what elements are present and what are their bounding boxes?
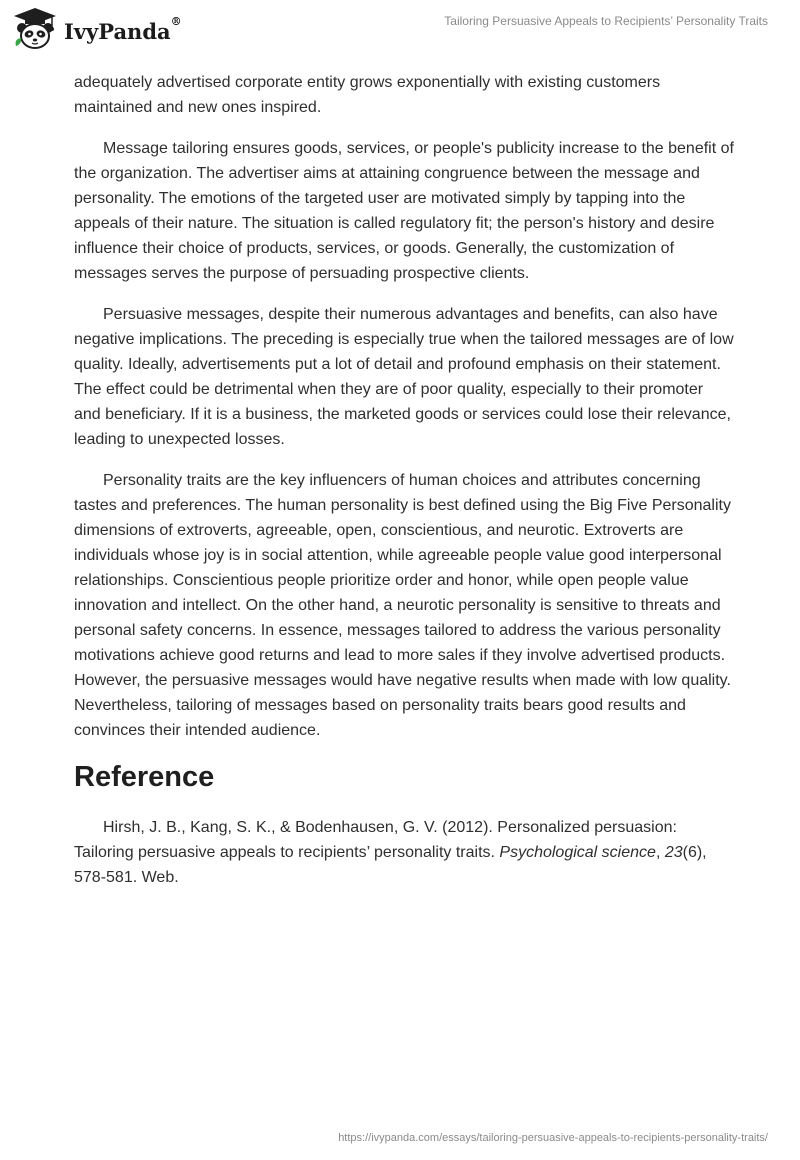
brand-name: IvyPanda®	[64, 14, 182, 44]
registered-mark: ®	[170, 14, 182, 28]
ivypanda-logo[interactable]	[12, 6, 182, 52]
panda-graduate-icon	[12, 6, 58, 52]
document-title: Tailoring Persuasive Appeals to Recipients’ Personality Traits	[444, 14, 768, 28]
essay-content	[74, 70, 734, 906]
reference-heading: Reference	[74, 761, 215, 793]
reference-entry	[74, 815, 734, 890]
reference-authors-title: Hirsh, J. B., Kang, S. K., & Bodenhausen, G. V. (2012). Personalized persuasion: Tailoring persuasive appeals to recipients’ personality traits.	[74, 819, 677, 861]
reference-separator: ,	[655, 844, 665, 861]
paragraph-personality-traits: Personality traits are the key influencers of human choices and attributes concerning tastes and preferences. The human personality is best defined using the Big Five Personality dimensions of extroverts, agreeable, open, conscientious, and neurotic. Extroverts are individuals whose joy is in social attention, while agreeable people value good interpersonal relationships. Conscientious people prioritize order and honor, while open people value innovation and intellect. On the other hand, a neurotic personality is sensitive to threats and personal safety concerns. In essence, messages tailored to address the various personality motivations achieve good returns and lead to more sales if they involve advertised products. However, the persuasive messages would have negative results when made with low quality. Nevertheless, tailoring of messages based on personality traits bears good results and convinces their intended audience.	[74, 472, 731, 739]
reference-issue-pages: (6), 578-581. Web.	[74, 844, 707, 886]
reference-journal: Psychological science	[499, 844, 656, 861]
paragraph-continuation: adequately advertised corporate entity grows exponentially with existing customers maintained and new ones inspired.	[74, 74, 661, 116]
footer-url-link[interactable]: https://ivypanda.com/essays/tailoring-persuasive-appeals-to-recipients-personality-traits/	[338, 1132, 768, 1144]
paragraph-negative-implications: Persuasive messages, despite their numerous advantages and benefits, can also have negative implications. The preceding is especially true when the tailored messages are of low quality. Ideally, advertisements put a lot of detail and profound emphasis on their statement. The effect could be detrimental when they are of poor quality, especially to their promoter and beneficiary. If it is a business, the marketed goods or services could lose their relevance, leading to unexpected losses.	[74, 306, 734, 448]
page-header	[0, 0, 800, 62]
reference-volume: 23	[664, 844, 683, 861]
paragraph-message-tailoring: Message tailoring ensures goods, services, or people's publicity increase to the benefit of the organization. The advertiser aims at attaining congruence between the message and personality. The emotions of the targeted user are motivated simply by tapping into the appeals of their nature. The situation is called regulatory fit; the person's history and desire influence their choice of products, services, or goods. Generally, the customization of messages serves the purpose of persuading prospective clients.	[74, 140, 734, 282]
